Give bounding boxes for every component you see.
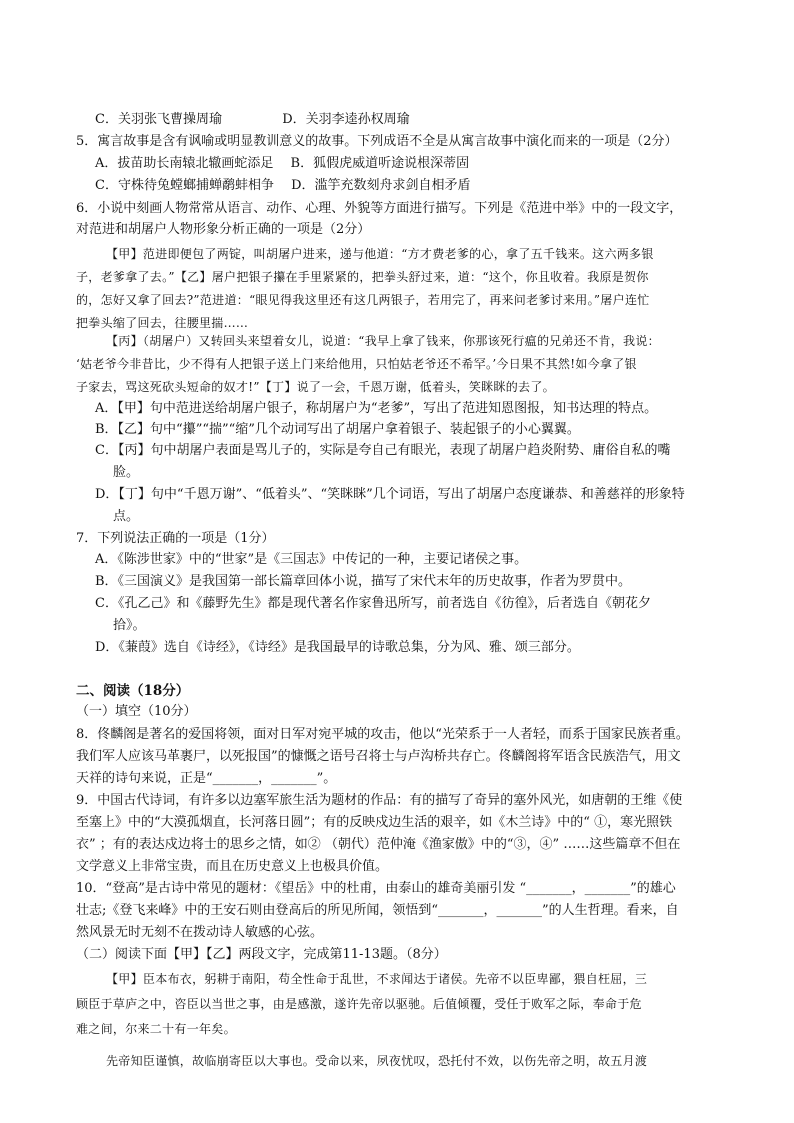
subsection-heading-reading: （二）阅读下面【甲】【乙】两段文字，完成第11-13题。（8分） [76, 947, 447, 962]
q6-quote-line: 的，怎好又拿了回去?”范进道：“眼见得我这里还有这几两银子，若用完了，再来问老爹讨来用。”屠户连忙 [76, 293, 650, 307]
q6-option-c-cont: 脸。 [113, 465, 140, 480]
q6-quote-line: ‘姑老爷今非昔比，少不得有人把银子送上门来给他用，只怕姑老爷还不希罕。’今日果不其然!如今拿了银 [76, 357, 637, 371]
q6-quote-line: 【甲】范进即便包了两锭，叫胡屠户进来，递与他道：“方才费老爹的心，拿了五千钱来。这六两多银 [106, 247, 654, 261]
q4-options-row [95, 112, 755, 128]
subsection-heading: （一）填空（10分） [76, 704, 197, 719]
q7-option-b: B．《三国演义》是我国第一部长篇章回体小说，描写了宋代末年的历史故事，作者为罗贯中。 [95, 574, 632, 589]
q7-option-a: A．《陈涉世家》中的“世家”是《三国志》中传记的一种，主要记诸侯之事。 [95, 552, 528, 567]
q6-quote-line: 子家去，骂这死砍头短命的奴才!”【丁】说了一会，千恩万谢，低着头，笑眯眯的去了。 [76, 380, 555, 394]
q6-quote-line: 【丙】（胡屠户）又转回头来望着女儿，说道：“我早上拿了钱来，你那该死行瘟的兄弟还不肯，我说： [106, 334, 660, 348]
q4-option-c: C．关羽张飞曹操周瑜 [95, 112, 222, 127]
section-heading: 二、阅读（18分） [76, 683, 190, 699]
q9-line: 9．中国古代诗词，有许多以边塞军旅生活为题材的作品：有的描写了奇异的塞外风光，如唐朝的王维《使 [76, 793, 683, 808]
q8-line: 8．佟麟阁是著名的爱国将领，面对日军对宛平城的攻击，他以“光荣系于一人者轻，而系于国家民族者重。 [76, 727, 689, 742]
q6-option-c: C．【丙】句中胡屠户表面是骂儿子的，实际是夸自己有眼光，表现了胡屠户趋炎附势、庸俗自私的嘴 [95, 443, 671, 458]
q6-option-d-cont: 点。 [113, 509, 140, 524]
passage-line: 先帝知臣谨慎，故临崩寄臣以大事也。受命以来，夙夜忧叹，恐托付不效，以伤先帝之明，故五月渡 [106, 1054, 648, 1068]
q8-line: 我们军人应该马革裹尸，以死报国”的慷慨之语号召将士与卢沟桥共存亡。佟麟阁将军语含民族浩气，用文 [76, 749, 681, 764]
passage-line: 【甲】臣本布衣，躬耕于南阳，苟全性命于乱世，不求闻达于诸侯。先帝不以臣卑鄙，猥自枉屈，三 [106, 972, 648, 986]
q9-line: 文学意义上非常宝贵，而且在历史意义上也极具价值。 [76, 859, 389, 874]
q10-line: 壮志;《登飞来峰》中的王安石则由登高后的所见所闻，领悟到“_______，_______”的人生哲理。看来，自 [76, 903, 679, 918]
q6-option-a: A．【甲】句中范进送给胡屠户银子，称胡屠户为“老爹”，写出了范进知恩图报，知书达理的特点。 [95, 401, 658, 416]
q10-line: 然风景无时无刻不在拨动诗人敏感的心弦。 [76, 925, 324, 940]
q6-option-d: D．【丁】句中“千恩万谢”、“低着头”、“笑眯眯”几个词语，写出了胡屠户态度谦恭、和善慈祥的形象特 [95, 487, 685, 502]
q6-stem-line1: 6．小说中刻画人物常常从语言、动作、心理、外貌等方面进行描写。下列是《范进中举》中的一段文字， [76, 201, 683, 216]
q7-option-d: D．《蒹葭》选自《诗经》，《诗经》是我国最早的诗歌总集，分为风、雅、颂三部分。 [95, 640, 580, 655]
q6-option-b: B．【乙】句中“攥”“揣”“缩”几个动词写出了胡屠户拿着银子、装起银子的小心翼翼。 [95, 422, 580, 437]
q7-stem: 7．下列说法正确的一项是（1分） [76, 531, 275, 546]
q7-option-c-cont: 拾》。 [113, 618, 146, 633]
q7-option-c: C．《孔乙己》和《藤野先生》都是现代著名作家鲁迅所写，前者选自《彷徨》，后者选自《朝花夕 [95, 596, 651, 611]
q6-quote-line: 子，老爹拿了去。”【乙】屠户把银子攥在手里紧紧的，把拳头舒过来，道：“这个，你且收着。我原是贺你 [76, 270, 649, 284]
q5-options-ab: A．拔苗助长南辕北辙画蛇添足 B．狐假虎威道听途说根深蒂固 [95, 156, 470, 171]
q9-line: 至塞上》中的“大漠孤烟直，长河落日圆”；有的反映戍边生活的艰辛，如《木兰诗》中的“ ①，寒光照铁 [76, 815, 673, 830]
q8-line: 天祥的诗句来说，正是“_______，_______”。 [76, 771, 337, 786]
q5-stem: 5．寓言故事是含有讽喻或明显教训意义的故事。下列成语不全是从寓言故事中演化而来的一项是（2分） [76, 134, 678, 149]
q5-options-cd: C．守株待兔螳螂捕蝉鹬蚌相争 D．滥竽充数刻舟求剑自相矛盾 [95, 178, 471, 193]
q6-stem-line2: 对范进和胡屠户人物形象分析正确的一项是（2分） [76, 222, 371, 237]
passage-line: 顾臣于草庐之中，咨臣以当世之事，由是感激，遂许先帝以驱驰。后值倾覆，受任于败军之际，奉命于危 [76, 997, 642, 1011]
q9-line: 衣” ；有的表达戍边将士的思乡之情，如② （朝代）范仲淹《渔家傲》中的“③，④” ……这些篇章不但在 [76, 837, 681, 852]
q6-quote-line: 把拳头缩了回去，往腰里揣…… [76, 316, 249, 330]
passage-line: 难之间，尔来二十有一年矣。 [76, 1022, 236, 1036]
q4-option-d: D．关羽李逵孙权周瑜 [282, 112, 410, 127]
q10-line: 10．“登高”是古诗中常见的题材：《望岳》中的杜甫，由泰山的雄奇美丽引发 “_______，_______”的雄心 [76, 881, 676, 896]
